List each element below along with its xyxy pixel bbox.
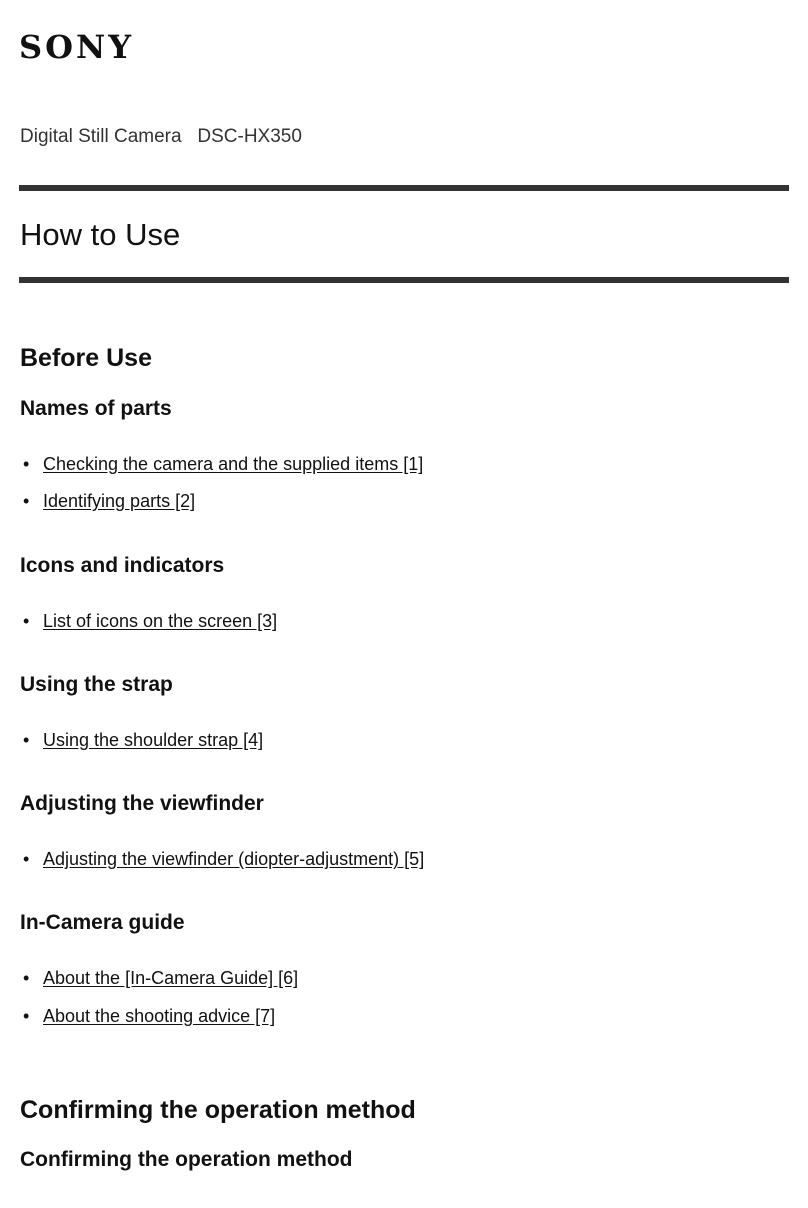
bullet: • (23, 611, 30, 631)
list-item (20, 490, 195, 512)
link-checking-camera-supplied-items[interactable]: Checking the camera and the supplied items [1] (43, 454, 424, 474)
using-the-strap-heading: Using the strap (20, 673, 173, 696)
top-rule (19, 185, 789, 191)
bullet: • (23, 1006, 30, 1026)
link-about-shooting-advice[interactable]: About the shooting advice [7] (43, 1006, 276, 1026)
adjusting-viewfinder-heading: Adjusting the viewfinder (20, 792, 264, 815)
sony-logo: SONY (19, 28, 135, 66)
confirming-subheading: Confirming the operation method (20, 1148, 353, 1171)
product-line (20, 126, 302, 148)
link-identifying-parts[interactable]: Identifying parts [2] (43, 491, 196, 511)
link-diopter-adjustment[interactable]: Adjusting the viewfinder (diopter-adjustment) [5] (43, 849, 425, 869)
in-camera-guide-heading: In-Camera guide (20, 911, 185, 934)
product-model: DSC-HX350 (197, 126, 302, 147)
bullet: • (23, 968, 30, 988)
icons-and-indicators-heading: Icons and indicators (20, 554, 225, 577)
list-item (20, 1005, 275, 1027)
list-item (20, 453, 423, 475)
names-of-parts-heading: Names of parts (20, 397, 172, 420)
section-before-use-heading: Before Use (20, 344, 152, 372)
bullet: • (23, 730, 30, 750)
list-item (20, 967, 298, 989)
bullet: • (23, 491, 30, 511)
product-name: Digital Still Camera (20, 126, 182, 147)
link-using-shoulder-strap[interactable]: Using the shoulder strap [4] (43, 730, 264, 750)
list-item (20, 848, 424, 870)
link-about-in-camera-guide[interactable]: About the [In-Camera Guide] [6] (43, 968, 299, 988)
page-title: How to Use (20, 217, 181, 252)
bottom-rule (19, 277, 789, 283)
list-item (20, 610, 277, 632)
bullet: • (23, 454, 30, 474)
bullet: • (23, 849, 30, 869)
section-confirming-heading: Confirming the operation method (20, 1096, 416, 1124)
list-item (20, 729, 263, 751)
link-list-of-icons[interactable]: List of icons on the screen [3] (43, 611, 278, 631)
